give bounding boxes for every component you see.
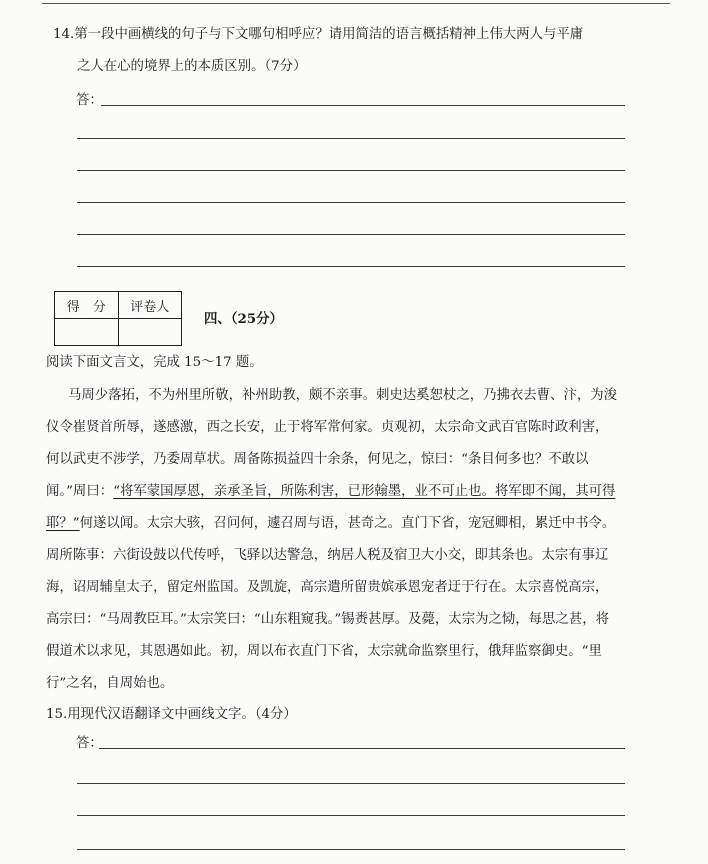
passage-line: 假道术以求见，其恩遇如此。初，周以布衣直门下省，太宗就命监察里行，俄拜监察御史。“里: [46, 644, 602, 659]
reading-instruction: 阅读下面文言文，完成 15～17 题。: [46, 355, 263, 370]
answer-line[interactable]: [77, 138, 625, 139]
passage-line: 闻。”周曰：“将军蒙国厚恩，亲承圣旨，所陈利害，已形翰墨，业不可止也。将军即不闻，其可得: [46, 484, 616, 499]
underlined-sentence: 耶？”: [46, 516, 80, 531]
top-rule: [42, 3, 670, 4]
answer-line[interactable]: [99, 748, 625, 749]
passage-line: 周所陈事：六街设鼓以代传呼，飞驿以达警急，纳居人税及宿卫大小交，即其条也。太宗有事辽: [46, 548, 609, 563]
answer-line[interactable]: [77, 266, 625, 267]
question-14-answer-label: 答：: [76, 93, 103, 108]
score-table: [54, 291, 182, 346]
passage-line: 马周少落拓，不为州里所敬，补州助教，颇不亲事。刺史达奚恕杖之，乃拂衣去曹、汴，为浚: [68, 388, 618, 403]
passage-line: 仪令崔贤首所辱，遂感激，西之长安，止于将军常何家。贞观初，太宗命文武百官陈时政利害，: [46, 420, 609, 435]
passage-line: 高宗曰：“马周教臣耳。”太宗笑曰：“山东粗窥我。”锡赉甚厚。及薨，太宗为之恸，每思之甚，将: [46, 612, 609, 627]
answer-line[interactable]: [77, 849, 625, 850]
question-14-line-2: 之人在心的境界上的本质区别。（7分）: [77, 59, 307, 74]
question-15-answer-label: 答：: [76, 736, 103, 751]
passage-line: 行”之名，自周始也。: [46, 676, 174, 691]
underlined-sentence: “将军蒙国厚恩，亲承圣旨，所陈利害，已形翰墨，业不可止也。将军即不闻，其可得: [113, 484, 616, 499]
answer-line[interactable]: [77, 234, 625, 235]
grader-header: 评卷人: [118, 292, 182, 319]
score-header: 得 分: [55, 292, 119, 319]
passage-line: 耶？”何遂以闻。太宗大骇，召问何，遽召周与语，甚奇之。直门下省，宠冠卿相，累迁中书令。: [46, 516, 616, 531]
section-title: 四、（25分）: [204, 311, 283, 327]
answer-line[interactable]: [77, 170, 625, 171]
question-14-line-1: 14.第一段中画横线的句子与下文哪句相呼应？请用简洁的语言概括精神上伟大两人与平庸: [53, 27, 584, 42]
question-15: 15.用现代汉语翻译文中画线文字。（4分）: [46, 707, 297, 722]
answer-line[interactable]: [77, 815, 625, 816]
score-cell[interactable]: [55, 319, 119, 346]
answer-line[interactable]: [77, 783, 625, 784]
grader-cell[interactable]: [118, 319, 182, 346]
passage-line: 何以武吏不涉学，乃委周草状。周备陈损益四十余条，何见之，惊曰：“条目何多也？不敢以: [46, 452, 589, 467]
passage-line: 海，诏周辅皇太子，留定州监国。及凯旋，高宗遣所留贵嫔承恩宠者迂于行在。太宗喜悦高宗，: [46, 580, 609, 595]
answer-line[interactable]: [101, 105, 625, 106]
answer-line[interactable]: [77, 202, 625, 203]
